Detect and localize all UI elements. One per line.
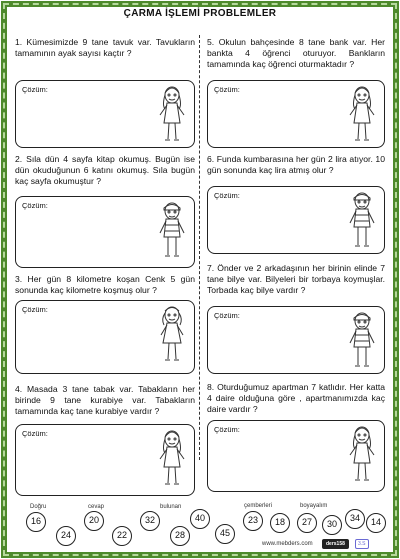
question-5: 5. Okulun bahçesinde 8 tane bank var. Her bankta 4 öğrenci oturuyor. Bankların tamamında kaç öğrenci oturmaktadır ? (207, 37, 385, 69)
girl-illustration (346, 191, 378, 249)
answer-label-correct: Doğru (30, 504, 47, 510)
answer-circle[interactable]: 16 (26, 512, 46, 532)
answer-circle[interactable]: 45 (215, 524, 235, 544)
answer-circle[interactable]: 20 (84, 511, 104, 531)
page-title: ÇARMA İŞLEMİ PROBLEMLER (123, 8, 277, 19)
girl-illustration (156, 85, 188, 143)
question-2: 2. Sıla dün 4 sayfa kitap okumuş. Bugün ise dün okuduğunun 6 katını okumuş. Sıla bugün kaç sayfa okumuştur ? (15, 154, 195, 186)
column-divider (199, 35, 200, 460)
solution-label: Çözüm: (22, 201, 48, 210)
solution-box-1[interactable] (15, 80, 195, 148)
solution-label: Çözüm: (214, 85, 240, 94)
solution-box-4[interactable] (15, 424, 195, 496)
answer-circle[interactable]: 40 (190, 509, 210, 529)
answer-circle[interactable]: 24 (56, 526, 76, 546)
solution-box-7[interactable] (207, 306, 385, 374)
answer-circle[interactable]: 23 (243, 511, 263, 531)
answer-circle[interactable]: 22 (112, 526, 132, 546)
footer-badge: ders158 (322, 539, 349, 549)
solution-label: Çözüm: (214, 191, 240, 200)
answer-circle[interactable]: 27 (297, 513, 317, 533)
solution-box-5[interactable] (207, 80, 385, 148)
girl-illustration (346, 85, 378, 143)
answer-label-color: boyayalım (300, 503, 328, 509)
question-4: 4. Masada 3 tane tabak var. Tabakların her birinde 9 tane kurabiye var. Tabakların tamamında kaç tane kurabiye vardır ? (15, 384, 195, 416)
answer-circle[interactable]: 32 (140, 511, 160, 531)
solution-label: Çözüm: (22, 85, 48, 94)
answer-circle[interactable]: 14 (366, 513, 386, 533)
solution-box-2[interactable] (15, 196, 195, 268)
solution-label: Çözüm: (214, 311, 240, 320)
footer-site: www.mebders.com (262, 541, 313, 547)
footer-badge-2: 3.S (355, 539, 369, 549)
solution-label: Çözüm: (22, 429, 48, 438)
answer-label-found: bulunan (160, 504, 182, 510)
girl-illustration (346, 311, 378, 369)
question-7: 7. Önder ve 2 arkadaşının her birinin elinde 7 tane bilye var. Bilyeleri bir torbaya koymuşlar. Torbada kaç bilye vardır ? (207, 263, 385, 295)
answer-circle[interactable]: 28 (170, 526, 190, 546)
answer-circle[interactable]: 34 (345, 509, 365, 529)
answer-label-answer: cevap (88, 504, 105, 510)
girl-illustration (346, 425, 378, 483)
girl-illustration (156, 305, 188, 363)
question-1: 1. Kümesimizde 9 tane tavuk var. Tavukların tamamının ayak sayısı kaçtır ? (15, 37, 195, 58)
solution-box-3[interactable] (15, 300, 195, 374)
question-8: 8. Oturduğumuz apartman 7 katlıdır. Her katta 4 daire olduğuna göre , apartmanımızda kaç daire vardır ? (207, 382, 385, 414)
answer-label-circles: çemberleri (244, 503, 273, 509)
answer-circle[interactable]: 18 (270, 513, 290, 533)
solution-label: Çözüm: (22, 305, 48, 314)
solution-box-8[interactable] (207, 420, 385, 492)
girl-illustration (156, 429, 188, 487)
solution-box-6[interactable] (207, 186, 385, 254)
answer-circle[interactable]: 30 (322, 515, 342, 535)
question-3: 3. Her gün 8 kilometre koşan Cenk 5 gün sonunda kaç kilometre koşmuş olur ? (15, 274, 195, 295)
question-6: 6. Funda kumbarasına her gün 2 lira atıyor. 10 gün sonunda kaç lira atmış olur ? (207, 154, 385, 175)
solution-label: Çözüm: (214, 425, 240, 434)
girl-illustration (156, 201, 188, 259)
